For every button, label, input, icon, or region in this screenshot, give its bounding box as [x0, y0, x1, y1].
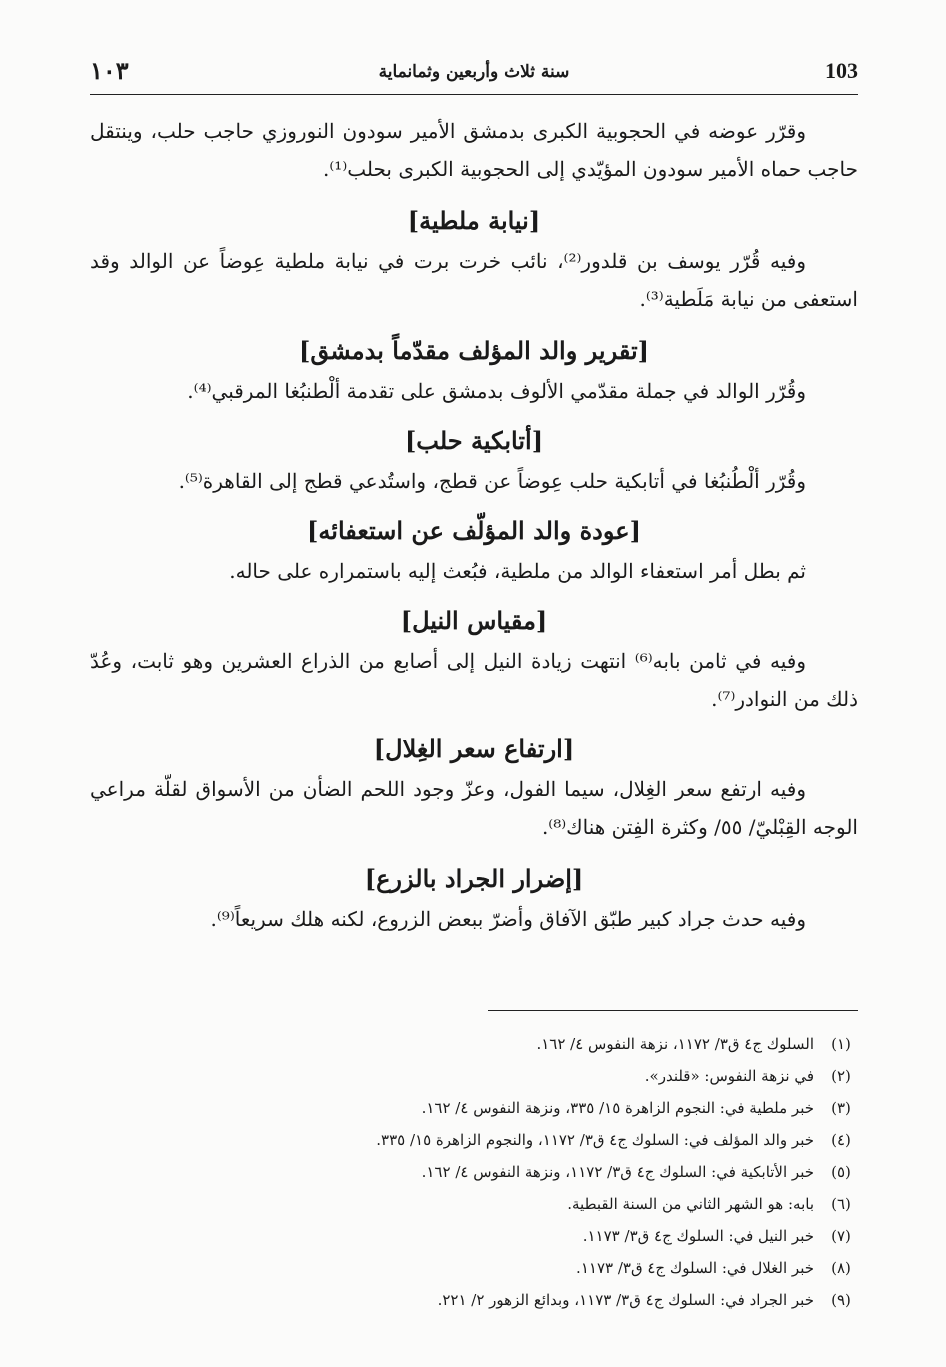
paragraph: وقُرّر الوالد في جملة مقدّمي الألوف بدمشق على تقدمة ألْطنبُغا المرقبي⁽⁴⁾. [187, 379, 806, 403]
paragraph: وفيه حدث جراد كبير طبّق الآفاق وأضرّ ببعض الزروع، لكنه هلك سريعاً⁽⁹⁾. [210, 907, 806, 931]
footnote-number: (١) [831, 1035, 851, 1053]
footnote-number: (٣) [831, 1099, 851, 1117]
main-text [90, 112, 858, 938]
paragraph: وفيه ارتفع سعر الغِلال، سيما الفول، وعزّ وجود اللحم الضأن من الأسواق لقلّة مراعي الوجه القِبْليّ/ ٥٥/ وكثرة الفِتن هناك⁽⁸⁾. [90, 777, 858, 839]
footnotes [90, 1028, 858, 1316]
footnote-number: (٦) [831, 1195, 851, 1213]
footnote [90, 1284, 858, 1316]
footnote-number: (٩) [831, 1291, 851, 1309]
footnote [90, 1092, 858, 1124]
page-header [90, 56, 858, 95]
footnote-number: (٥) [831, 1163, 851, 1181]
footnote-number: (٢) [831, 1067, 851, 1085]
paragraph: وفيه في ثامن بابه⁽⁶⁾ انتهت زيادة النيل إلى أصابع من الذراع العشرين وهو ثابت، وعُدّ ذلك من النوادر⁽⁷⁾. [90, 649, 858, 711]
section-heading: [نيابة ملطية] [407, 206, 541, 235]
paragraph: وفيه قُرّر يوسف بن قلدور⁽²⁾، نائب خرت برت في نيابة ملطية عِوضاً عن الوالد وقد استعفى من نيابة مَلَطية⁽³⁾. [90, 249, 858, 311]
footnote [90, 1060, 858, 1092]
page-number-arabic: ١٠٣ [90, 56, 129, 85]
footnote [90, 1124, 858, 1156]
footnote-text: خبر والد المؤلف في: السلوك ج٤ ق٣/ ١١٧٢، والنجوم الزاهرة ١٥/ ٣٣٥. [376, 1131, 814, 1149]
footnote [90, 1220, 858, 1252]
footnote [90, 1252, 858, 1284]
footnote [90, 1156, 858, 1188]
footnote-divider [488, 1010, 858, 1011]
footnote-text: في نزهة النفوس: «قلندر». [644, 1067, 814, 1085]
footnote-number: (٤) [831, 1131, 851, 1149]
footnote-text: خبر ملطية في: النجوم الزاهرة ١٥/ ٣٣٥، ونزهة النفوس ٤/ ١٦٢. [421, 1099, 814, 1117]
footnote-text: خبر الأتابكية في: السلوك ج٤ ق٣/ ١١٧٢، ونزهة النفوس ٤/ ١٦٢. [421, 1163, 814, 1181]
footnote-number: (٧) [831, 1227, 851, 1245]
page-number-latin: 103 [825, 58, 858, 83]
footnote [90, 1028, 858, 1060]
paragraph: وقرّر عوضه في الحجوبية الكبرى بدمشق الأمير سودون النوروزي حاجب حلب، وينتقل حاجب حماه الأمير سودون المؤيّدي إلى الحجوبية الكبرى بحلب⁽¹⁾. [90, 119, 858, 181]
section-heading: [أتابكية حلب] [404, 426, 544, 455]
footnote-text: خبر الغلال في: السلوك ج٤ ق٣/ ١١٧٣. [576, 1259, 814, 1277]
section-heading: [تقرير والد المؤلف مقدّماً بدمشق] [298, 336, 649, 365]
running-title: سنة ثلاث وأربعين وثمانماية [378, 62, 570, 82]
section-heading: [مقياس النيل] [400, 606, 548, 635]
footnote-number: (٨) [831, 1259, 851, 1277]
section-heading: [عودة والد المؤلّف عن استعفائه] [307, 516, 641, 545]
paragraph: وقُرّر ألْطُنبُغا في أتابكية حلب عِوضاً عن قطج، واستُدعي قطج إلى القاهرة⁽⁵⁾. [178, 469, 806, 493]
footnote [90, 1188, 858, 1220]
footnote-text: خبر الجراد في: السلوك ج٤ ق٣/ ١١٧٣، وبدائع الزهور ٢/ ٢٢١. [437, 1291, 814, 1309]
section-heading: [إضرار الجراد بالزرع] [364, 864, 584, 893]
footnote-text: خبر النيل في: السلوك ج٤ ق٣/ ١١٧٣. [582, 1227, 814, 1245]
paragraph: ثم بطل أمر استعفاء الوالد من ملطية، فبُعث إليه باستمراره على حاله. [229, 559, 806, 583]
footnote-text: السلوك ج٤ ق٣/ ١١٧٢، نزهة النفوس ٤/ ١٦٢. [536, 1035, 814, 1053]
section-heading: [ارتفاع سعر الغِلال] [373, 734, 575, 763]
footnote-text: بابه: هو الشهر الثاني من السنة القبطية. [567, 1195, 814, 1213]
